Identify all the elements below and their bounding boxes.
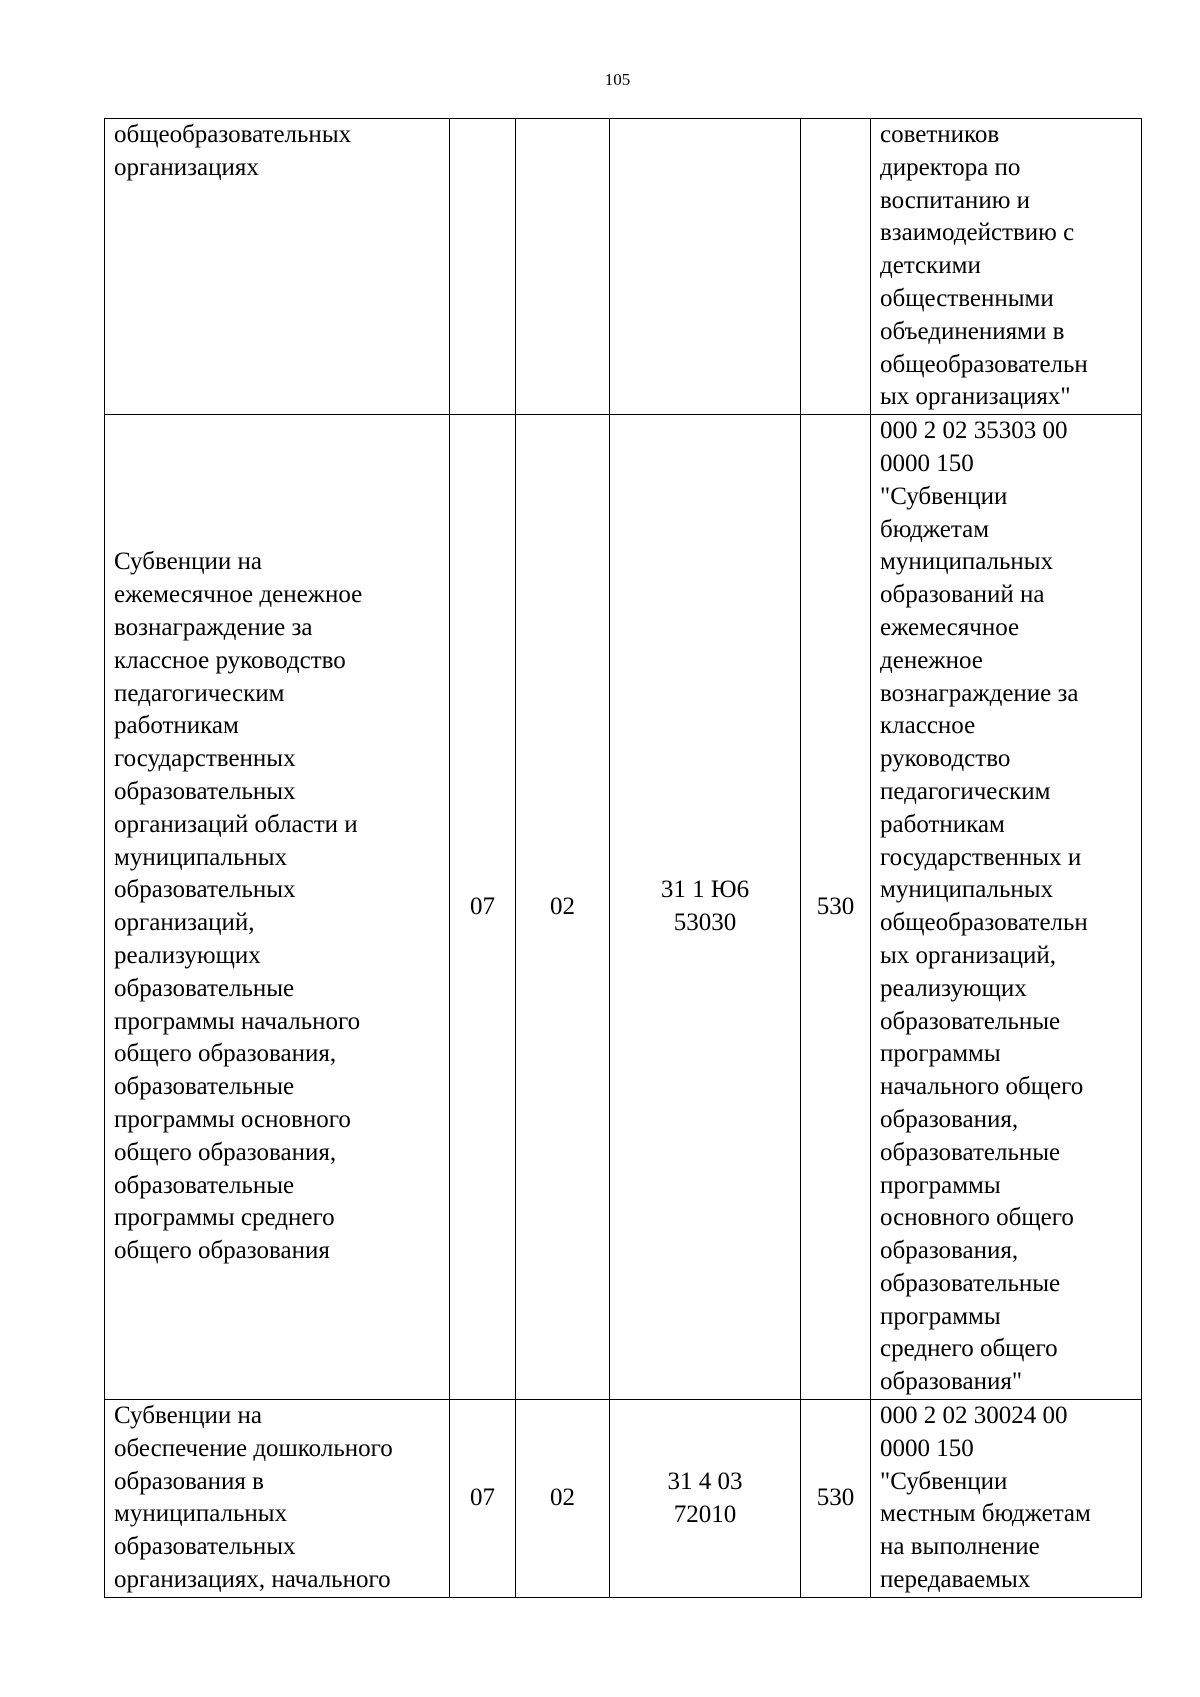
target-article-cell	[610, 119, 801, 415]
expense-type-cell: 530	[801, 1400, 871, 1598]
table-row	[105, 119, 1142, 415]
expense-type-cell	[801, 119, 871, 415]
budget-table	[104, 118, 1142, 1598]
row-name-cell: общеобразовательных организациях	[105, 119, 450, 415]
revenue-code-cell: 000 2 02 30024 00 0000 150 "Субвенции местным бюджетам на выполнение передаваемых	[871, 1400, 1142, 1598]
revenue-code-cell: 000 2 02 35303 00 0000 150 "Субвенции бюджетам муниципальных образований на ежемесячное денежное вознаграждение за классное руководство педагогическим работникам государственных и муниципальных общеобразовательн ых организаций, реализующих образовательные программы начального общего образования, образовательные программы основного общего образования, образовательные программы среднего общего образования"	[871, 415, 1142, 1400]
page-number: 105	[604, 70, 631, 89]
table-row	[105, 1400, 1142, 1598]
section-cell: 07	[450, 415, 516, 1400]
subsection-cell: 02	[516, 1400, 610, 1598]
section-cell	[450, 119, 516, 415]
section-cell: 07	[450, 1400, 516, 1598]
target-article-cell: 31 1 Ю6 53030	[610, 415, 801, 1400]
row-name-cell: Субвенции на обеспечение дошкольного образования в муниципальных образовательных организациях, начального	[105, 1400, 450, 1598]
row-name-cell: Субвенции на ежемесячное денежное вознаграждение за классное руководство педагогическим работникам государственных образовательных организаций области и муниципальных образовательных организаций, реализующих образовательные программы начального общего образования, образовательные программы основного общего образования, образовательные программы среднего общего образования	[105, 415, 450, 1400]
expense-type-cell: 530	[801, 415, 871, 1400]
table-row	[105, 415, 1142, 1400]
target-article-cell: 31 4 03 72010	[610, 1400, 801, 1598]
subsection-cell: 02	[516, 415, 610, 1400]
subsection-cell	[516, 119, 610, 415]
revenue-code-cell: советников директора по воспитанию и взаимодействию с детскими общественными объединениями в общеобразовательн ых организациях"	[871, 119, 1142, 415]
